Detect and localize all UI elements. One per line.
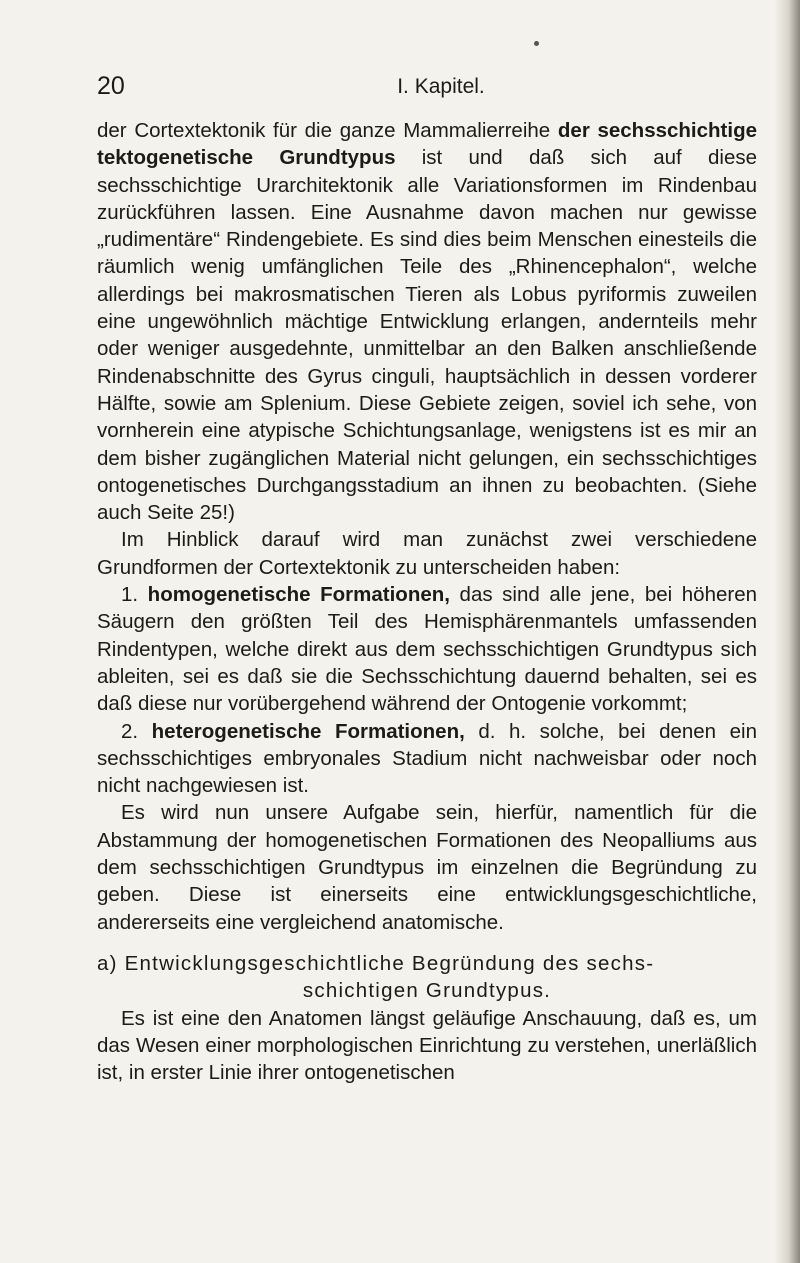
list-item-2-number: 2.: [121, 719, 152, 743]
list-item-2-term: heterogenetische Formationen,: [151, 719, 465, 743]
page-edge-shadow: [774, 0, 800, 1263]
paragraph-1: [97, 117, 757, 526]
section-gap: [97, 936, 757, 950]
paragraph-4: Es ist eine den Anatomen längst geläufige Anschauung, daß es, um das Wesen einer morphologischen Einrichtung zu verstehen, unerläßlich ist, in erster Linie ihrer ontogenetischen: [97, 1006, 757, 1085]
running-head: I. Kapitel.: [397, 75, 485, 98]
section-heading-line-2: schichtigen Grundtypus.: [302, 979, 552, 1003]
paragraph-2: Im Hinblick darauf wird man zunächst zwei verschiedene Grundformen der Cortextektonik zu unterscheiden haben:: [97, 528, 757, 579]
print-speck: [534, 41, 539, 46]
section-heading-line-1: a) Entwicklungsgeschichtliche Begründung des sechs-: [97, 951, 655, 975]
list-item-1-term: homogenetische Formationen,: [147, 583, 450, 607]
page-number: 20: [97, 72, 125, 100]
paragraph-3: Es wird nun unsere Aufgabe sein, hierfür, namentlich für die Abstammung der homogenetischen Formationen des Neopalliums aus dem sechsschichtigen Grundtypus im einzelnen die Begründung zu geben. Diese ist einerseits eine entwicklungsgeschichtliche, andererseits eine vergleichend anatomische.: [97, 801, 757, 934]
list-item-1-number: 1.: [121, 583, 148, 607]
list-item-1-text: das sind alle jene, bei höheren Säugern den größten Teil des Hemisphärenmantels umfassenden Rindentypen, welche direkt aus dem sechsschichtigen Grundtypus sich ableiten, sei es daß sie die Sechsschichtung dauernd behalten, sei es daß diese nur vorübergehend während der Ontogenie vorkommt;: [97, 583, 757, 716]
list-item-2-text: d. h. solche, bei denen ein sechsschichtiges embryonales Stadium nicht nachweisbar oder noch nicht nachgewiesen ist.: [97, 719, 757, 798]
paragraph-1-rest: ist und daß sich auf diese sechsschichtige Urarchitektonik alle Variationsformen im Rindenbau zurückführen lassen. Eine Ausnahme davon machen nur gewisse „rudimentäre“ Rindengebiete. Es sind dies beim Menschen einesteils die räumlich wenig umfänglichen Teile des „Rhinencephalon“, welche allerdings bei makrosmatischen Tieren als Lobus pyriformis zuweilen eine ungewöhnlich mächtige Entwicklung erlangen, andernteils mehr oder weniger ausgedehnte, unmittelbar an den Balken anschließende Rindenabschnitte des Gyrus cinguli, hauptsächlich in dessen vorderer Hälfte, sowie am Splenium. Diese Gebiete zeigen, soviel ich sehe, von vornherein eine atypische Schichtungsanlage, wenigstens ist es mir an dem bisher zugänglichen Material nicht gelungen, ein sechsschichtiges ontogenetisches Durchgangsstadium an ihnen zu beobachten. (Siehe auch Seite 25!): [97, 146, 757, 525]
section-heading: [97, 950, 757, 1005]
paragraph-1-emphasis: der sechsschichtige tektogenetische Grundtypus: [97, 119, 757, 170]
list-item-1: [97, 581, 757, 717]
list-item-2: [97, 718, 757, 800]
paragraph-1-start: der Cortextektonik für die ganze Mammalierreihe: [97, 119, 558, 142]
body-text: [97, 117, 757, 1086]
page-header: [97, 72, 757, 102]
